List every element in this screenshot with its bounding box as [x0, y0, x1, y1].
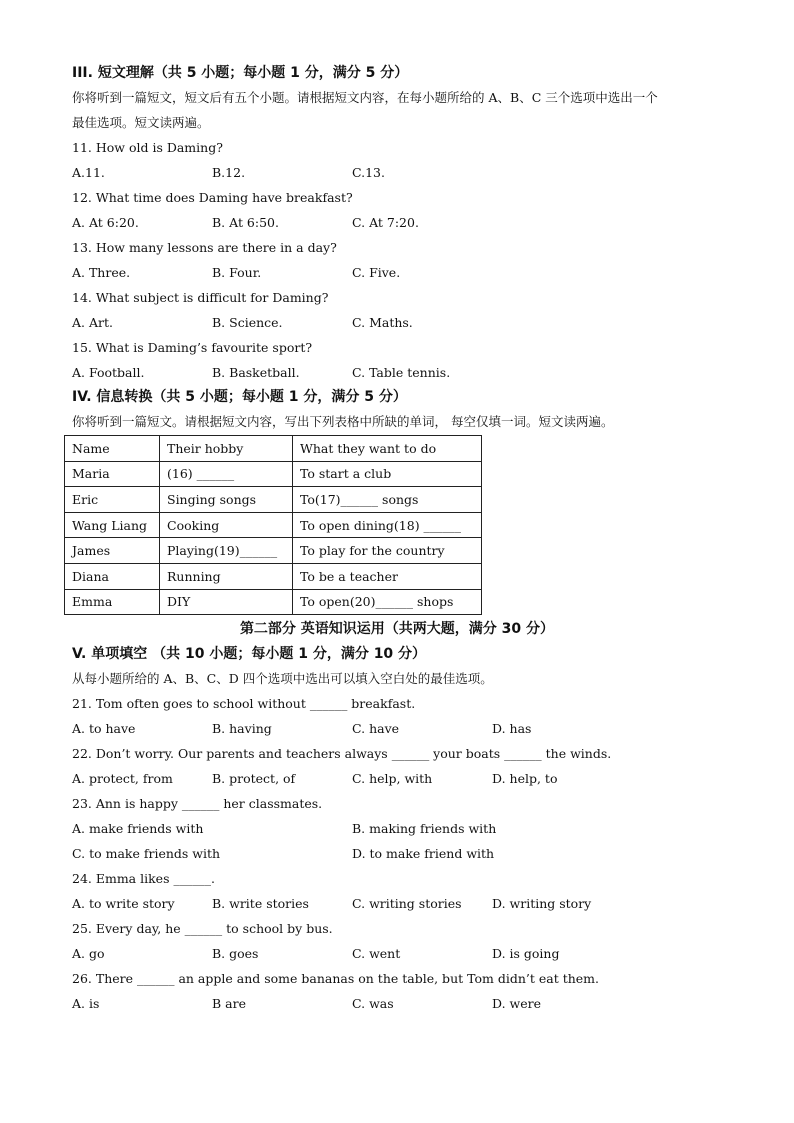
question-24: 24. Emma likes ______. [72, 871, 215, 886]
option-26d: D. were [492, 996, 541, 1011]
table-cell: To open dining(18) ______ [293, 512, 482, 538]
option-22b: B. protect, of [212, 771, 296, 786]
question-26: 26. There ______ an apple and some bananas on the table, but Tom didn’t eat them. [72, 971, 599, 986]
option-13b: B. Four. [212, 265, 262, 280]
table-header-cell: What they want to do [293, 436, 482, 462]
table-cell: (16) ______ [160, 461, 293, 487]
option-24c: C. writing stories [352, 896, 462, 911]
question-15: 15. What is Daming’s favourite sport? [72, 340, 313, 355]
table-cell: To start a club [293, 461, 482, 487]
option-24b: B. write stories [212, 896, 309, 911]
table-row [65, 487, 482, 513]
option-21b: B. having [212, 721, 272, 736]
table-cell: Cooking [160, 512, 293, 538]
question-11: 11. How old is Daming? [72, 140, 223, 155]
option-15b: B. Basketball. [212, 365, 300, 380]
option-11a: A.11. [72, 165, 105, 180]
question-22: 22. Don’t worry. Our parents and teachers always ______ your boats ______ the winds. [72, 746, 612, 761]
option-13a: A. Three. [72, 265, 131, 280]
option-14b: B. Science. [212, 315, 283, 330]
option-15a: A. Football. [72, 365, 145, 380]
option-25d: D. is going [492, 946, 560, 961]
option-25a: A. go [72, 946, 105, 961]
option-21d: D. has [492, 721, 532, 736]
table-header-cell: Name [65, 436, 160, 462]
option-23b: B. making friends with [352, 821, 497, 836]
table-cell: James [65, 538, 160, 564]
table-row [65, 589, 482, 615]
table-cell: Diana [65, 563, 160, 589]
table-cell: Eric [65, 487, 160, 513]
table-cell: DIY [160, 589, 293, 615]
section-4-instruction: 你将听到一篇短文。请根据短文内容，写出下列表格中所缺的单词， 每空仅填一词。短文读两遍。 [72, 414, 614, 429]
question-21: 21. Tom often goes to school without ______ breakfast. [72, 696, 416, 711]
section-3-instruction-line1: 你将听到一篇短文，短文后有五个小题。请根据短文内容，在每小题所给的 A、B、C 三个选项中选出一个 [72, 90, 658, 105]
section-5-heading: V. 单项填空 （共 10 小题；每小题 1 分，满分 10 分） [72, 646, 427, 662]
option-11c: C.13. [352, 165, 385, 180]
option-15c: C. Table tennis. [352, 365, 451, 380]
option-14c: C. Maths. [352, 315, 413, 330]
table-cell: To open(20)______ shops [293, 589, 482, 615]
table-cell: Emma [65, 589, 160, 615]
table-cell: Wang Liang [65, 512, 160, 538]
table-cell: To(17)______ songs [293, 487, 482, 513]
question-14: 14. What subject is difficult for Daming? [72, 290, 329, 305]
option-12b: B. At 6:50. [212, 215, 279, 230]
table-header-cell: Their hobby [160, 436, 293, 462]
option-21c: C. have [352, 721, 400, 736]
table-cell: To be a teacher [293, 563, 482, 589]
section-4-heading: IV. 信息转换（共 5 小题；每小题 1 分，满分 5 分） [72, 389, 407, 405]
question-25: 25. Every day, he ______ to school by bus. [72, 921, 333, 936]
option-25c: C. went [352, 946, 401, 961]
question-23: 23. Ann is happy ______ her classmates. [72, 796, 323, 811]
table-row [65, 512, 482, 538]
option-26b: B are [212, 996, 246, 1011]
option-11b: B.12. [212, 165, 246, 180]
option-26c: C. was [352, 996, 394, 1011]
question-12: 12. What time does Daming have breakfast? [72, 190, 353, 205]
question-13: 13. How many lessons are there in a day? [72, 240, 337, 255]
option-21a: A. to have [72, 721, 136, 736]
option-22a: A. protect, from [72, 771, 173, 786]
section-5-instruction: 从每小题所给的 A、B、C、D 四个选项中选出可以填入空白处的最佳选项。 [72, 671, 493, 686]
option-24a: A. to write story [72, 896, 175, 911]
table-cell: Running [160, 563, 293, 589]
table-row [65, 538, 482, 564]
option-22d: D. help, to [492, 771, 558, 786]
section-3-heading: III. 短文理解（共 5 小题；每小题 1 分，满分 5 分） [72, 65, 409, 81]
table-cell: To play for the country [293, 538, 482, 564]
table-cell: Singing songs [160, 487, 293, 513]
option-23a: A. make friends with [72, 821, 204, 836]
option-22c: C. help, with [352, 771, 433, 786]
table-row [65, 461, 482, 487]
option-13c: C. Five. [352, 265, 401, 280]
option-12a: A. At 6:20. [72, 215, 139, 230]
option-26a: A. is [72, 996, 100, 1011]
option-24d: D. writing story [492, 896, 592, 911]
option-14a: A. Art. [72, 315, 113, 330]
table-cell: Playing(19)______ [160, 538, 293, 564]
option-25b: B. goes [212, 946, 259, 961]
section-3-instruction-line2: 最佳选项。短文读两遍。 [72, 115, 210, 130]
info-table [64, 435, 482, 615]
table-cell: Maria [65, 461, 160, 487]
table-header-row [65, 436, 482, 462]
part-2-heading: 第二部分 英语知识运用（共两大题，满分 30 分） [239, 621, 555, 637]
option-23d: D. to make friend with [352, 846, 495, 861]
option-23c: C. to make friends with [72, 846, 221, 861]
option-12c: C. At 7:20. [352, 215, 419, 230]
table-row [65, 563, 482, 589]
